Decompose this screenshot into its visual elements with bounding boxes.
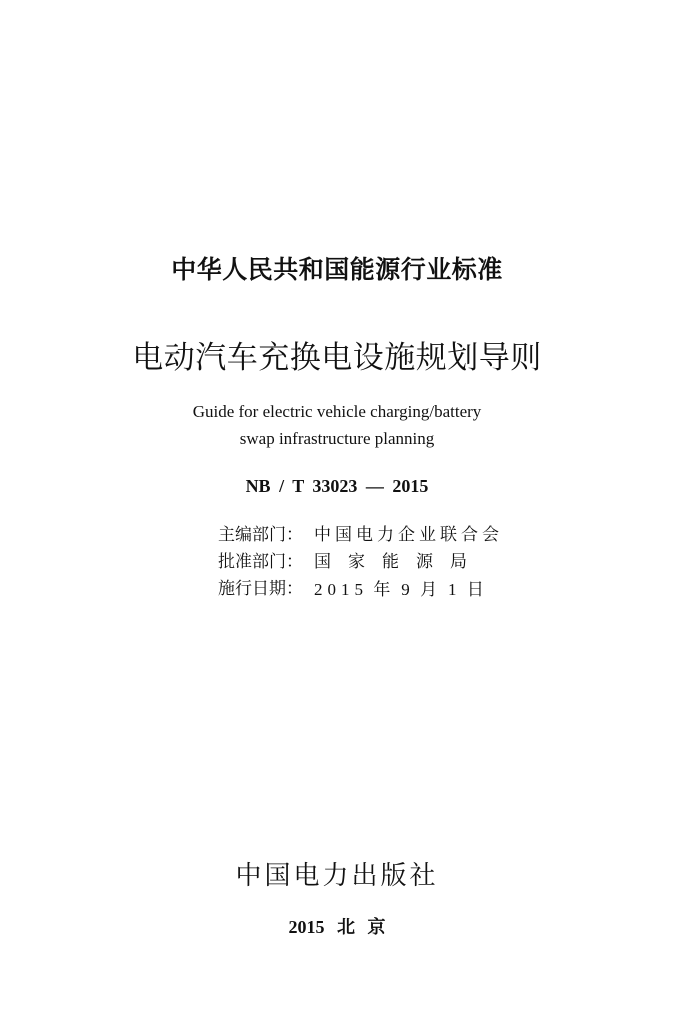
standard-number: NB / T 33023 — 2015 <box>245 476 429 496</box>
effective-day-unit: 日 <box>466 580 484 600</box>
approver-label: 批准部门： <box>218 552 303 572</box>
effective-date-row <box>218 576 503 604</box>
effective-year: 2015 <box>314 580 368 599</box>
effective-month-unit: 月 <box>420 580 438 600</box>
title-english-line-2: swap infrastructure planning <box>239 429 435 448</box>
effective-date-value <box>314 576 484 604</box>
editor-row <box>218 522 503 549</box>
editor-label: 主编部门： <box>218 525 303 545</box>
effective-day: 1 <box>447 580 462 599</box>
standard-title-chinese: 电动汽车充换电设施规划导则 <box>132 340 542 376</box>
standard-title-english <box>0 398 674 452</box>
industry-standard-heading: 中华人民共和国能源行业标准 <box>171 255 503 284</box>
standard-metadata <box>218 522 503 604</box>
publisher-name: 中国电力出版社 <box>235 861 439 891</box>
approver-row <box>218 549 503 576</box>
approver-value: 国家能源局 <box>314 552 484 572</box>
effective-month: 9 <box>401 580 415 599</box>
title-english-line-1: Guide for electric vehicle charging/battery <box>192 402 482 421</box>
editor-value: 中国电力企业联合会 <box>314 525 503 545</box>
publication-imprint: 2015 北 京 <box>288 917 386 937</box>
effective-year-unit: 年 <box>373 580 391 600</box>
effective-date-label: 施行日期： <box>218 579 303 599</box>
